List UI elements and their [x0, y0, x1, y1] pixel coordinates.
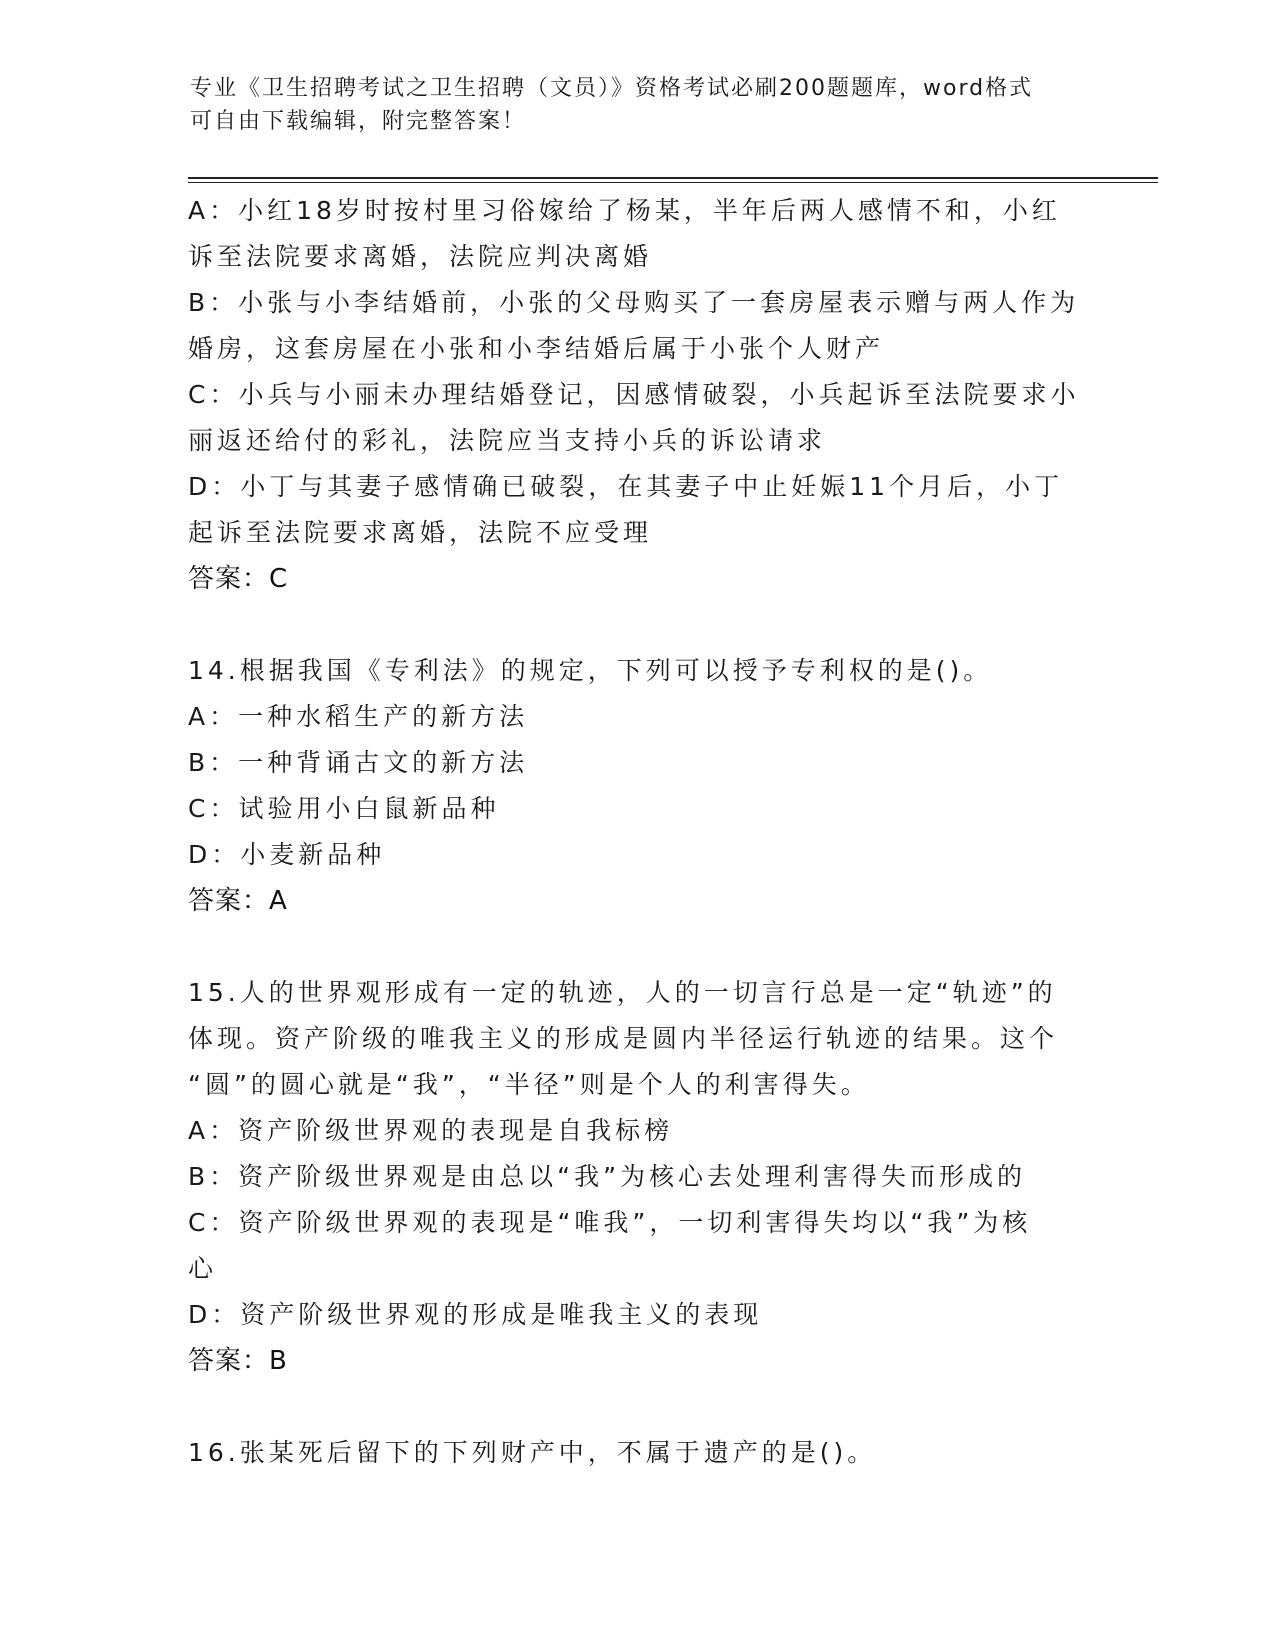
question-14-block: [188, 648, 1088, 924]
spacer: [188, 602, 1088, 648]
answer-15: 答案：B: [188, 1346, 288, 1376]
question-15-line-2: 体现。资产阶级的唯我主义的形成是圆内半径运行轨迹的结果。这个: [188, 1024, 1059, 1053]
answer-13: 答案：C: [188, 564, 289, 594]
question-content: [188, 188, 1088, 1476]
question-15-line-1: 15.人的世界观形成有一定的轨迹，人的一切言行总是一定“轨迹”的: [188, 978, 1057, 1007]
answer-14: 答案：A: [188, 886, 288, 916]
question-15-block: [188, 970, 1088, 1384]
option-d: D：小麦新品种: [188, 840, 386, 869]
header-line-2: 可自由下载编辑，附完整答案！: [190, 109, 527, 134]
option-a: A：资产阶级世界观的表现是自我标榜: [188, 1116, 674, 1145]
question-14-text: 14.根据我国《专利法》的规定，下列可以授予专利权的是()。: [188, 656, 993, 685]
option-c: C：试验用小白鼠新品种: [188, 794, 500, 823]
option-b-line-1: B：小张与小李结婚前，小张的父母购买了一套房屋表示赠与两人作为: [188, 288, 1080, 317]
document-header: [190, 72, 1090, 138]
question-16-text: 16.张某死后留下的下列财产中，不属于遗产的是()。: [188, 1438, 877, 1467]
option-d-line-2: 起诉至法院要求离婚，法院不应受理: [188, 518, 653, 547]
question-15-line-3: “圆”的圆心就是“我”，“半径”则是个人的利害得失。: [188, 1070, 870, 1099]
option-a: A：一种水稻生产的新方法: [188, 702, 529, 731]
spacer: [188, 924, 1088, 970]
option-b-line-2: 婚房，这套房屋在小张和小李结婚后属于小张个人财产: [188, 334, 885, 363]
option-c-line-1: C：小兵与小丽未办理结婚登记，因感情破裂，小兵起诉至法院要求小: [188, 380, 1080, 409]
question-13-block: [188, 188, 1088, 602]
spacer: [188, 1384, 1088, 1430]
option-c-line-1: C：资产阶级世界观的表现是“唯我”，一切利害得失均以“我”为核: [188, 1208, 1032, 1237]
option-b: B：资产阶级世界观是由总以“我”为核心去处理利害得失而形成的: [188, 1162, 1027, 1191]
header-divider-thin: [188, 182, 1158, 183]
option-c-line-2: 心: [188, 1254, 218, 1283]
option-a-line-2: 诉至法院要求离婚，法院应判决离婚: [188, 242, 653, 271]
header-divider-thick: [188, 177, 1158, 179]
header-line-1: 专业《卫生招聘考试之卫生招聘（文员）》资格考试必刷200题题库，word格式: [190, 76, 1034, 101]
question-16-block: [188, 1430, 1088, 1476]
option-d-line-1: D：小丁与其妻子感情确已破裂，在其妻子中止妊娠11个月后，小丁: [188, 472, 1064, 501]
option-b: B：一种背诵古文的新方法: [188, 748, 529, 777]
option-d: D：资产阶级世界观的形成是唯我主义的表现: [188, 1300, 763, 1329]
option-a-line-1: A：小红18岁时按村里习俗嫁给了杨某，半年后两人感情不和，小红: [188, 196, 1061, 225]
option-c-line-2: 丽返还给付的彩礼，法院应当支持小兵的诉讼请求: [188, 426, 827, 455]
